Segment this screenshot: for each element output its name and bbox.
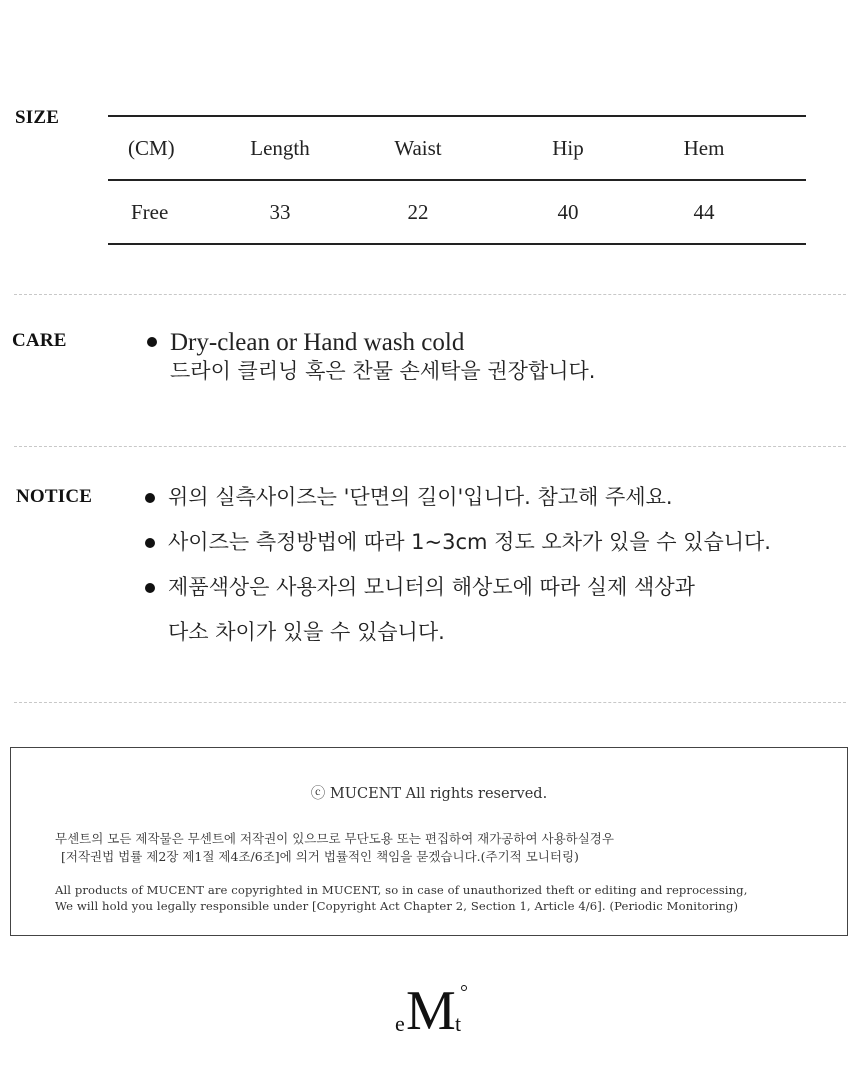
copyright-english-1: All products of MUCENT are copyrighted in MUCENT, so in case of unauthorized theft or editing and reprocessing, bbox=[55, 883, 748, 897]
list-item bbox=[144, 329, 834, 385]
care-korean: 드라이 클리닝 혹은 찬물 손세탁을 권장합니다. bbox=[170, 359, 596, 383]
divider bbox=[14, 702, 846, 703]
list-item bbox=[142, 520, 842, 565]
logo-letter-m: M bbox=[406, 980, 454, 1042]
row-length: 33 bbox=[269, 200, 291, 224]
bullet-icon bbox=[147, 337, 157, 347]
header-length: Length bbox=[250, 136, 310, 160]
header-hip: Hip bbox=[552, 136, 584, 160]
list-item bbox=[142, 475, 842, 520]
care-section-label: CARE bbox=[12, 330, 67, 351]
row-hem: 44 bbox=[693, 200, 715, 224]
header-waist: Waist bbox=[394, 136, 442, 160]
table-header-row bbox=[108, 117, 806, 179]
care-english: Dry-clean or Hand wash cold bbox=[170, 329, 465, 356]
notice-text-continued: 다소 차이가 있을 수 있습니다. bbox=[168, 620, 445, 644]
notice-text: 제품색상은 사용자의 모니터의 해상도에 따라 실제 색상과 bbox=[168, 575, 695, 599]
table-row bbox=[108, 181, 806, 243]
size-section-label: SIZE bbox=[15, 107, 60, 128]
copyright-title: ⓒ MUCENT All rights reserved. bbox=[310, 786, 548, 802]
divider bbox=[14, 294, 846, 295]
notice-text: 위의 실측사이즈는 '단면의 길이'입니다. 참고해 주세요. bbox=[168, 485, 673, 509]
copyright-english-2: We will hold you legally responsible under [Copyright Act Chapter 2, Section 1, Article 4/6]. (Periodic Monitoring) bbox=[55, 899, 739, 913]
bullet-icon bbox=[145, 493, 155, 503]
size-table bbox=[108, 115, 806, 245]
brand-logo bbox=[395, 980, 475, 1042]
row-waist: 22 bbox=[407, 200, 429, 224]
logo-letter-t: t bbox=[455, 1011, 462, 1036]
logo-letter-e: e bbox=[395, 1011, 405, 1036]
row-size: Free bbox=[131, 200, 169, 224]
table-bottom-rule bbox=[108, 243, 806, 245]
header-cm: (CM) bbox=[128, 136, 175, 160]
copyright-korean-1: 무센트의 모든 제작물은 무센트에 저작권이 있으므로 무단도용 또는 편집하여 재가공하여 사용하실경우 bbox=[55, 831, 614, 846]
copyright-box bbox=[10, 747, 848, 936]
bullet-icon bbox=[145, 538, 155, 548]
logo-degree-mark bbox=[461, 985, 467, 991]
copyright-korean-2: [저작권법 법률 제2장 제1절 제4조/6조]에 의거 법률적인 책임을 묻겠습니다.(주기적 모니터링) bbox=[61, 849, 579, 864]
header-hem: Hem bbox=[683, 136, 725, 160]
notice-section-label: NOTICE bbox=[16, 486, 93, 507]
notice-list bbox=[142, 475, 842, 655]
list-item bbox=[142, 565, 842, 655]
notice-text: 사이즈는 측정방법에 따라 1~3cm 정도 오차가 있을 수 있습니다. bbox=[168, 530, 771, 554]
row-hip: 40 bbox=[557, 200, 579, 224]
bullet-icon bbox=[145, 583, 155, 593]
divider bbox=[14, 446, 846, 447]
care-list bbox=[144, 329, 834, 385]
